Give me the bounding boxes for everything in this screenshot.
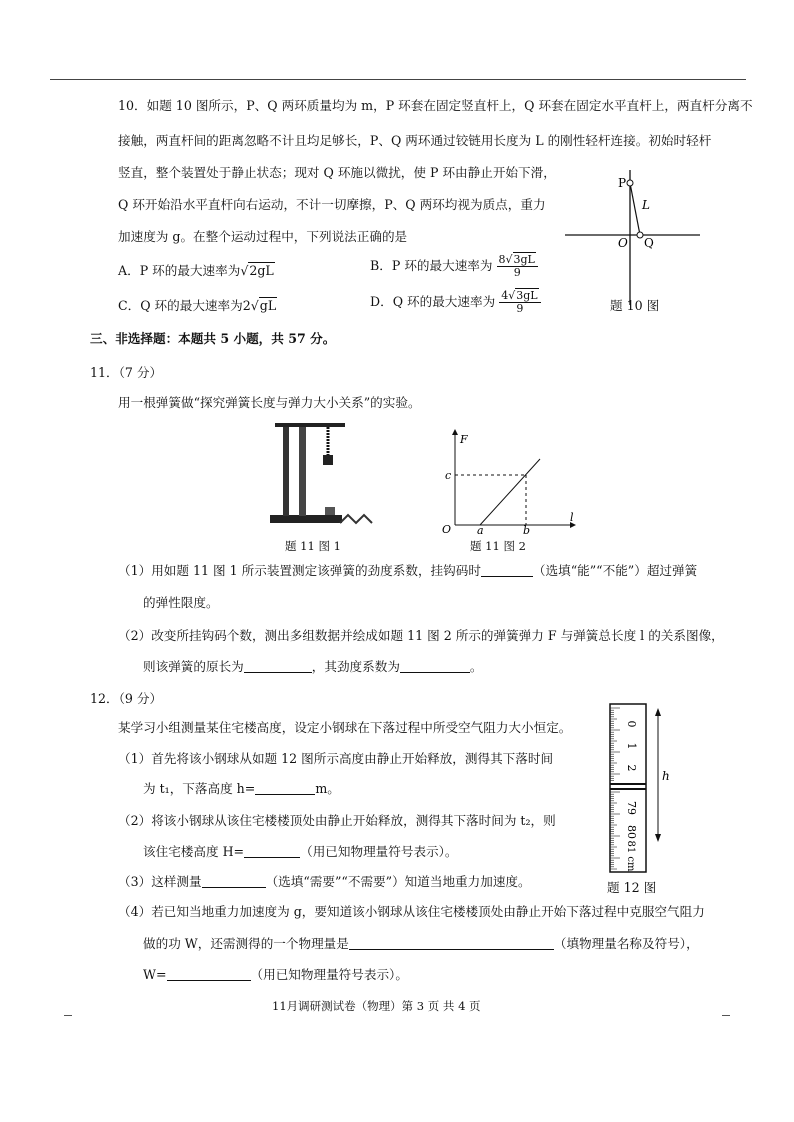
q12-s1-line2: 为 t₁，下落高度 h= m。 xyxy=(143,781,340,796)
q10-option-d[interactable]: D．Q 环的最大速率为 $\frac{4√3gL}{9}$ xyxy=(370,290,541,315)
q10-option-b[interactable]: B．P 环的最大速率为 $\frac{8√3gL}{9}$ xyxy=(370,254,538,279)
q12-blank-4[interactable] xyxy=(349,936,554,950)
q12-s2-line1: （2）将该小钢球从该住宅楼楼顶处由静止开始释放，测得其下落时间为 t₂，则 xyxy=(118,813,556,828)
label-b: b xyxy=(523,524,531,535)
force-line xyxy=(480,459,540,525)
q11-blank-2[interactable] xyxy=(244,659,312,673)
q10-figure-caption: 题 10 图 xyxy=(610,298,660,313)
q11-figure2-caption: 题 11 图 2 xyxy=(470,539,526,553)
q10-line2: 接触，两直杆间的距离忽略不计且均足够长，P、Q 两环通过铰链用长度为 L 的刚性轻杆连接。初始时轻杆 xyxy=(118,133,712,148)
q11-sub1-line1: （1）用如题 11 图 1 所示装置测定该弹簧的劲度系数，挂钩码时 （选填“能”“不能”）超过弹簧 xyxy=(118,563,698,578)
option-b-fraction: $\frac{8√3gL}{9}$ xyxy=(497,254,538,279)
ruler-mark-1: 1 xyxy=(625,742,638,750)
h-arrow-down xyxy=(655,834,661,842)
q11-figure1-caption: 题 11 图 1 xyxy=(285,539,341,553)
q10-line5: 加速度为 g。在整个运动过程中，下列说法正确的是 xyxy=(118,229,408,244)
q11-figure2-graph xyxy=(440,425,580,535)
ruler-mark-81: 81 cm xyxy=(625,840,636,872)
label-l: L xyxy=(642,198,650,212)
q10-line4: Q 环开始沿水平直杆向右运动，不计一切摩擦，P、Q 两环均视为质点，重力 xyxy=(118,197,546,212)
label-l-axis: l xyxy=(570,511,574,524)
q12-blank-2[interactable] xyxy=(244,844,300,858)
option-c-radicand: gL xyxy=(259,298,277,313)
q12-blank-5[interactable] xyxy=(167,967,251,981)
spare-weights xyxy=(340,515,372,523)
h-arrow-up xyxy=(655,708,661,716)
label-q: Q xyxy=(644,236,654,250)
option-a-radicand: 2gL xyxy=(249,263,274,278)
stand-rod xyxy=(299,423,306,516)
ruler-mark-0: 0 xyxy=(625,720,638,728)
q12-figure-caption: 题 12 图 xyxy=(607,880,657,895)
ruler-mark-80: 80 xyxy=(625,825,638,839)
footer-mark-right xyxy=(722,1015,730,1016)
section-3-heading: 三、非选择题：本题共 5 小题，共 57 分。 xyxy=(90,331,336,346)
q11-header: 11．（7 分） xyxy=(90,365,163,380)
q11-figure1-apparatus xyxy=(265,415,380,535)
q11-sub1-line2: 的弹性限度。 xyxy=(143,595,219,610)
q11-sub2-line1: （2）改变所挂钩码个数，测出多组数据并绘成如题 11 图 2 所示的弹簧弹力 F 与弹簧总长度 l 的关系图像， xyxy=(118,628,724,643)
q12-figure-ruler xyxy=(604,700,674,878)
label-o: O xyxy=(618,236,628,250)
f-axis-arrow xyxy=(452,429,458,435)
ring-q xyxy=(637,232,643,238)
label-c: c xyxy=(445,469,452,482)
q10-line3: 竖直，整个装置处于静止状态；现对 Q 环施以微扰，使 P 环由静止开始下滑， xyxy=(118,165,556,180)
q11-intro: 用一根弹簧做“探究弹簧长度与弹力大小关系”的实验。 xyxy=(118,395,421,410)
q11-blank-3[interactable] xyxy=(400,659,470,673)
q12-s4-line2: 做的功 W，还需测得的一个物理量是 （填物理量名称及符号）， xyxy=(143,936,699,951)
light-rod xyxy=(630,183,640,235)
label-p: P xyxy=(618,176,627,190)
ruler-mark-79: 79 xyxy=(625,801,638,815)
page-footer: 11月调研测试卷（物理）第 3 页 共 4 页 xyxy=(272,999,481,1013)
top-bar xyxy=(275,423,345,427)
q12-blank-3[interactable] xyxy=(202,874,266,888)
q12-s4-line1: （4）若已知当地重力加速度为 g，要知道该小钢球从该住宅楼楼顶处由静止开始下落过程中克服空气阻力 xyxy=(118,904,705,919)
q11-blank-1[interactable] xyxy=(481,563,533,577)
q12-s2-line2: 该住宅楼高度 H= （用已知物理量符号表示）。 xyxy=(143,844,458,859)
ring-p xyxy=(627,180,633,186)
weight xyxy=(323,455,333,465)
ruler-mark-2: 2 xyxy=(625,764,638,772)
label-origin: O xyxy=(442,523,452,535)
q12-header: 12．（9 分） xyxy=(90,691,163,706)
q12-s3-line: （3）这样测量 （选填“需要”“不需要”）知道当地重力加速度。 xyxy=(118,874,531,889)
q12-blank-1[interactable] xyxy=(255,781,315,795)
label-f: F xyxy=(460,433,468,446)
q10-line1: 10．如题 10 图所示，P、Q 两环质量均为 m，P 环套在固定竖直杆上，Q 环套在固定水平直杆上，两直杆分离不 xyxy=(118,98,753,113)
q12-s4-line3: W= （用已知物理量符号表示）。 xyxy=(143,967,408,982)
q12-intro: 某学习小组测量某住宅楼高度，设定小钢球在下落过程中所受空气阻力大小恒定。 xyxy=(118,720,572,735)
q12-s1-line1: （1）首先将该小钢球从如题 12 图所示高度由静止开始释放，测得其下落时间 xyxy=(118,751,554,766)
hook-weight xyxy=(325,507,335,515)
base-stand xyxy=(270,515,342,523)
option-d-fraction: $\frac{4√3gL}{9}$ xyxy=(499,290,540,315)
ruler-post xyxy=(283,423,289,516)
q11-sub2-line2: 则该弹簧的原长为 ，其劲度系数为 。 xyxy=(143,659,483,674)
label-a: a xyxy=(477,524,484,535)
h-label: h xyxy=(662,769,670,783)
header-rule xyxy=(50,79,746,80)
q10-option-c[interactable]: C．Q 环的最大速率为2√gL xyxy=(118,298,277,313)
q10-option-a[interactable]: A．P 环的最大速率为√2gL xyxy=(118,263,274,278)
footer-mark-left xyxy=(64,1015,72,1016)
q10-figure xyxy=(560,165,710,310)
